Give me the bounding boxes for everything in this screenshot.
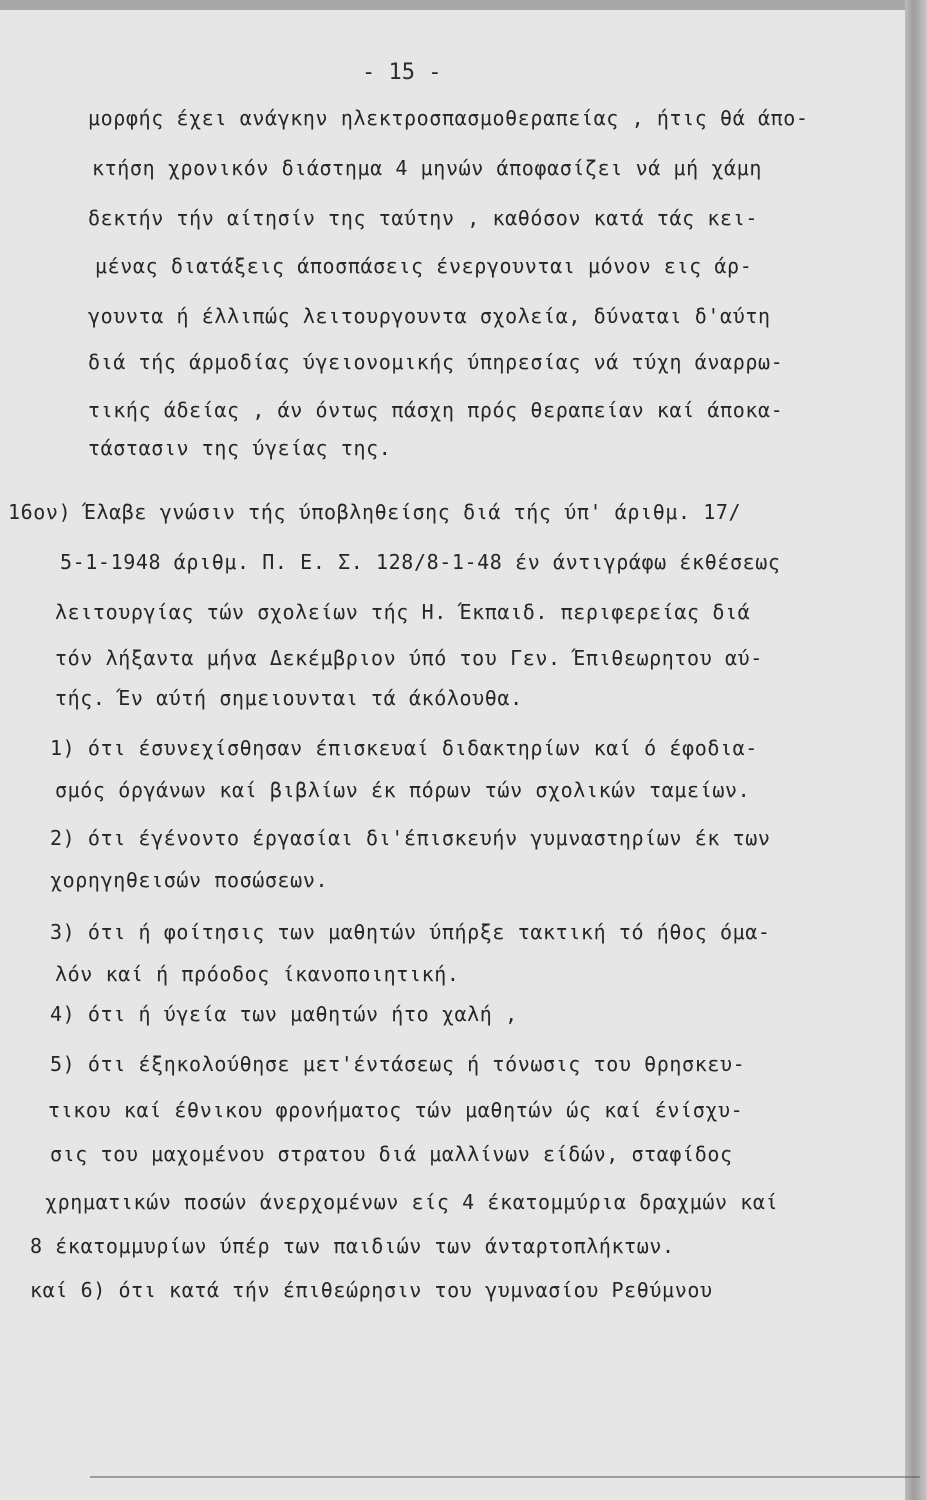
text-line: 2) ότι έγένοντο έργασίαι δι'έπισκευήν γυμναστηρίων έκ των	[50, 826, 771, 850]
text-line: τής. Έν αύτή σημειουνται τά άκόλουθα.	[55, 686, 523, 710]
text-line: 8 έκατομμυρίων ύπέρ των παιδιών των άνταρτοπλήκτων.	[30, 1234, 675, 1258]
scan-top-edge	[0, 0, 905, 10]
text-line: καί 6) ότι κατά τήν έπιθεώρησιν του γυμνασίου Ρεθύμνου	[30, 1278, 713, 1302]
text-line: 3) ότι ή φοίτησις των μαθητών ύπήρξε τακτική τό ήθος όμα-	[50, 920, 771, 944]
text-line: λόν καί ή πρόοδος ίκανοποιητική.	[55, 962, 460, 986]
text-line: δεκτήν τήν αίτησίν της ταύτην , καθόσον κατά τάς κει-	[88, 206, 758, 230]
text-line: τόν λήξαντα μήνα Δεκέμβριον ύπό του Γεν. Έπιθεωρητου αύ-	[55, 646, 763, 670]
text-line: χορηγηθεισών ποσώσεων.	[50, 868, 329, 892]
text-line: 1) ότι έσυνεχίσθησαν έπισκευαί διδακτηρίων καί ό έφοδια-	[50, 736, 758, 760]
text-line: τικής άδείας , άν όντως πάσχη πρός θεραπείαν καί άποκα-	[88, 398, 784, 422]
text-line: χρηματικών ποσών άνερχομένων είς 4 έκατομμύρια δραχμών καί	[45, 1190, 779, 1214]
text-line: διά τής άρμοδίας ύγειονομικής ύπηρεσίας νά τύχη άναρρω-	[88, 350, 784, 374]
text-line: 5-1-1948 άριθμ. Π. Ε. Σ. 128/8-1-48 έν άντιγράφω έκθέσεως	[60, 550, 781, 574]
text-line: γουντα ή έλλιπώς λειτουργουντα σχολεία, δύναται δ'αύτη	[88, 304, 771, 328]
text-line: 5) ότι έξηκολούθησε μετ'έντάσεως ή τόνωσις του θρησκευ-	[50, 1052, 746, 1076]
margin-stamp	[2, 1100, 20, 1480]
text-line: τάστασιν της ύγείας της.	[88, 436, 392, 460]
footer-rule	[90, 1476, 920, 1478]
text-line: σις του μαχομένου στρατου διά μαλλίνων είδών, σταφίδος	[50, 1142, 733, 1166]
text-line: σμός όργάνων καί βιβλίων έκ πόρων τών σχολικών ταμείων.	[55, 778, 751, 802]
text-line: τικου καί έθνικου φρονήματος τών μαθητών ώς καί ένίσχυ-	[48, 1098, 744, 1122]
text-line: μορφής έχει ανάγκην ηλεκτροσπασμοθεραπείας , ήτις θά άπο-	[88, 106, 809, 130]
text-line: 4) ότι ή ύγεία των μαθητών ήτο χαλή ,	[50, 1002, 518, 1026]
binding-edge	[905, 0, 927, 1500]
page-number: - 15 -	[362, 60, 442, 85]
text-line: κτήση χρονικόν διάστημα 4 μηνών άποφασίζει νά μή χάμη	[92, 156, 762, 180]
text-line: μένας διατάξεις άποσπάσεις ένεργουνται μόνον εις άρ-	[95, 254, 753, 278]
text-line: 16ον) Έλαβε γνώσιν τής ύποβληθείσης διά τής ύπ' άριθμ. 17/	[8, 500, 742, 524]
text-line: λειτουργίας τών σχολείων τής Η. Έκπαιδ. περιφερείας διά	[55, 600, 751, 624]
